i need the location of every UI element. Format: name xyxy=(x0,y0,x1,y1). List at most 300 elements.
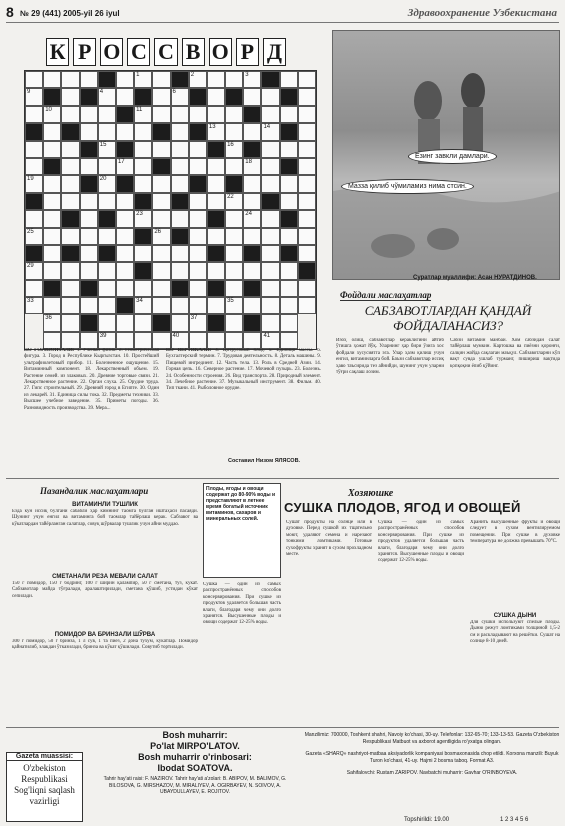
crossword-cell xyxy=(261,332,279,349)
crossword-black-cell xyxy=(243,245,261,262)
crossword-cell xyxy=(280,71,298,88)
crossword-black-cell xyxy=(152,314,170,331)
title-letter: К xyxy=(46,38,69,66)
clue-number: 16 xyxy=(227,141,234,148)
crossword-black-cell xyxy=(207,280,225,297)
crossword-black-cell xyxy=(134,193,152,210)
middle-column-text: Сушка — один из самых распространённых способов консервирования. При сушке из продуктов удаляется большая часть влаги, благодаря чему они долго хранятся. Высушенные плоды и овощи содержат 12-25% воды. xyxy=(203,582,281,626)
crossword-cell xyxy=(134,245,152,262)
crossword-cell xyxy=(134,332,152,349)
crossword-cell xyxy=(25,210,43,227)
crossword-black-cell xyxy=(207,314,225,331)
title-letter: Р xyxy=(236,38,259,66)
crossword-cell xyxy=(152,262,170,279)
crossword-black-cell xyxy=(261,193,279,210)
crossword-black-cell xyxy=(280,123,298,140)
crossword-cell xyxy=(43,297,61,314)
crossword-cell xyxy=(152,280,170,297)
clue-number: 9 xyxy=(27,89,31,96)
crossword-cell xyxy=(298,193,316,210)
crossword-black-cell xyxy=(43,280,61,297)
crossword-cell xyxy=(61,193,79,210)
crossword-cell xyxy=(280,193,298,210)
crossword-black-cell xyxy=(171,228,189,245)
crossword-cell xyxy=(261,280,279,297)
crossword-cell xyxy=(98,280,116,297)
crossword-cell xyxy=(43,175,61,192)
crossword-cell xyxy=(152,141,170,158)
crossword-cell xyxy=(43,245,61,262)
title-letter: В xyxy=(182,38,205,66)
crossword-cell xyxy=(189,141,207,158)
crossword-cell xyxy=(189,262,207,279)
crossword-black-cell xyxy=(171,280,189,297)
crossword-cell xyxy=(261,262,279,279)
title-letter: С xyxy=(127,38,150,66)
crossword-black-cell xyxy=(280,245,298,262)
crossword-black-cell xyxy=(189,175,207,192)
crossword-black-cell xyxy=(189,88,207,105)
crossword-cell xyxy=(280,280,298,297)
crossword-cell xyxy=(298,158,316,175)
clue-number: 33 xyxy=(27,298,34,305)
crossword-cell xyxy=(298,210,316,227)
crossword-cell xyxy=(25,332,43,349)
crossword-cell xyxy=(280,297,298,314)
founder-label: Gazeta muassisi: xyxy=(7,753,82,761)
founder-box xyxy=(6,752,83,822)
crossword-cell xyxy=(98,332,116,349)
crossword-cell xyxy=(225,193,243,210)
clue-number: 3 xyxy=(245,72,249,78)
clue-number: 23 xyxy=(136,211,143,218)
crossword-cell xyxy=(25,228,43,245)
clue-number: 37 xyxy=(190,315,198,322)
crossword-cell xyxy=(116,123,134,140)
crossword-cell xyxy=(207,175,225,192)
clue-number: 1 xyxy=(136,72,140,78)
crossword-black-cell xyxy=(61,210,79,227)
crossword-cell xyxy=(225,158,243,175)
crossword-cell xyxy=(261,123,279,140)
crossword-cell xyxy=(61,297,79,314)
clue-number: 14 xyxy=(263,124,271,131)
hozyayushke-column-2: Сушка — один из самых распространённых способов консервирования. При сушке из продуктов удаляется большая часть влаги, благодаря чему они долго хранятся. Высушенные плоды и овощи содержат 12-25% воды. xyxy=(378,520,464,564)
crossword-cell xyxy=(243,175,261,192)
crossword-black-cell xyxy=(98,245,116,262)
clue-number: 15 xyxy=(99,141,107,148)
crossword-cell xyxy=(225,106,243,123)
crossword-cell xyxy=(25,141,43,158)
chief-name: Po'lat MIRPO'LATOV. xyxy=(150,741,240,751)
crossword-cell xyxy=(207,106,225,123)
crossword-vertical-clues xyxy=(166,348,321,468)
crossword-cell xyxy=(207,158,225,175)
crossword-black-cell xyxy=(207,245,225,262)
crossword-cell xyxy=(134,210,152,227)
clue-number: 11 xyxy=(136,106,143,113)
section-rule xyxy=(6,478,559,479)
crossword-cell xyxy=(225,314,243,331)
clue-number: 4 xyxy=(99,89,104,96)
crossword-cell xyxy=(43,106,61,123)
crossword-cell xyxy=(243,193,261,210)
crossword-black-cell xyxy=(171,193,189,210)
crossword-black-cell xyxy=(80,280,98,297)
crossword-cell xyxy=(225,297,243,314)
clue-number: 35 xyxy=(227,298,234,305)
crossword-cell xyxy=(152,332,170,349)
crossword-cell xyxy=(134,280,152,297)
crossword-cell xyxy=(43,210,61,227)
crossword-cell xyxy=(189,314,207,331)
title-letter: О xyxy=(209,38,232,66)
crossword-cell xyxy=(25,280,43,297)
crossword-cell xyxy=(152,245,170,262)
nutrition-body xyxy=(12,499,198,694)
clue-number: 20 xyxy=(99,176,107,183)
crossword-cell xyxy=(225,262,243,279)
crossword-cell xyxy=(61,106,79,123)
crossword-cell xyxy=(280,314,298,331)
crossword-cell xyxy=(207,193,225,210)
clue-number: 25 xyxy=(27,228,34,235)
clue-number: 26 xyxy=(154,228,161,235)
vitamin-heading: ВИТАМИНЛИ ТУШЛИК xyxy=(72,502,138,508)
hozyayushke-rubric: Хозяюшке xyxy=(348,488,394,499)
crossword-cell xyxy=(298,280,316,297)
crossword-black-cell xyxy=(43,158,61,175)
crossword-black-cell xyxy=(243,141,261,158)
clue-number: 29 xyxy=(27,263,34,270)
crossword-cell xyxy=(61,158,79,175)
crossword-black-cell xyxy=(225,175,243,192)
crossword-cell xyxy=(261,297,279,314)
crossword-black-cell xyxy=(25,123,43,140)
crossword-cell xyxy=(298,88,316,105)
crossword-cell xyxy=(116,280,134,297)
crossword-cell xyxy=(171,175,189,192)
crossword-black-cell xyxy=(152,158,170,175)
crossword-cell xyxy=(116,262,134,279)
crossword-cell xyxy=(25,158,43,175)
crossword-cell xyxy=(207,228,225,245)
crossword-cell xyxy=(243,123,261,140)
crossword-grid xyxy=(24,70,317,350)
crossword-black-cell xyxy=(116,297,134,314)
crossword-cell xyxy=(152,193,170,210)
crossword-cell xyxy=(298,123,316,140)
crossword-author: Составил Низом ЯЛЯСОВ. xyxy=(228,458,301,464)
crossword-cell xyxy=(116,71,134,88)
crossword-cell xyxy=(152,71,170,88)
crossword-black-cell xyxy=(25,193,43,210)
editorial-block xyxy=(90,730,300,796)
crossword-cell xyxy=(171,245,189,262)
crossword-cell xyxy=(98,175,116,192)
foydali-column-1: Изоҳ олиш, сабзавотлар кераклигини айтиб ўтишга ҳожат йўқ. Уларнинг ҳар бири ўзига хос фойдали хусусиятга эга. Улар ҳазм қилиш учун енгил, витаминларга бой. Баъзи сабзавотлар иссиқ ҳаво таъсирида тез айнийди, шунинг учун уларни тўғри сақлаш лозим. xyxy=(336,338,444,376)
crossword-cell xyxy=(80,71,98,88)
vitamin-text: Ёзда кун иссиқ бўлгани сабабли ҳар кимнинг таомга бўлган иштаҳаси пасаяди. Шунинг учун енгил ва витаминга бой таомлар тайёрлаш керак. Сабзавот ва кўкатлардан тайёрланган салатлар, совуқ шўрвалар тушлик учун айни муддао. xyxy=(12,509,198,527)
soup-heading: ПОМИДОР ВА БРИНЗАЛИ ШЎРВА xyxy=(54,632,156,638)
crossword-cell xyxy=(116,158,134,175)
crossword-cell xyxy=(152,106,170,123)
crossword-cell xyxy=(61,332,79,349)
crossword-cell xyxy=(189,332,207,349)
crossword-black-cell xyxy=(189,123,207,140)
crossword-cell xyxy=(171,123,189,140)
crossword-cell xyxy=(134,158,152,175)
crossword-cell xyxy=(261,210,279,227)
crossword-cell xyxy=(61,262,79,279)
hozyayushke-col3-text: Хранить высушенные фрукты и овощи следует в сухом вентилируемом помещении. При сушке в духовке температура не должна превышать 70°С. xyxy=(470,520,560,545)
crossword-cell xyxy=(116,314,134,331)
crossword-cell xyxy=(152,297,170,314)
crossword-black-cell xyxy=(134,228,152,245)
crossword-cell xyxy=(152,175,170,192)
crossword-horizontal-clues xyxy=(24,348,159,468)
crossword-cell xyxy=(43,193,61,210)
crossword-cell xyxy=(43,262,61,279)
crossword-cell xyxy=(98,262,116,279)
crossword-cell xyxy=(98,88,116,105)
crossword-cell xyxy=(298,245,316,262)
crossword-cell xyxy=(225,210,243,227)
crossword-cell xyxy=(43,141,61,158)
hozyayushke-column-3 xyxy=(470,520,560,720)
crossword-black-cell xyxy=(225,88,243,105)
crossword-cell xyxy=(134,71,152,88)
crossword-cell xyxy=(189,245,207,262)
crossword-black-cell xyxy=(152,123,170,140)
crossword-cell xyxy=(25,262,43,279)
crossword-cell xyxy=(171,332,189,349)
crossword-cell xyxy=(98,228,116,245)
crossword-cell xyxy=(189,228,207,245)
nutrition-rubric: Пазандалик маслаҳатлари xyxy=(40,486,149,496)
crossword-black-cell xyxy=(116,141,134,158)
crossword-cell xyxy=(261,245,279,262)
clue-number: 2 xyxy=(190,72,195,78)
clue-number: 34 xyxy=(136,298,143,305)
crossword-black-cell xyxy=(243,280,261,297)
speech-bubble-2: Мазза қилиб чўмиламиз нима стсин. xyxy=(341,179,474,194)
crossword-cell xyxy=(80,262,98,279)
duty-editor-text: Sahifalovchi: Rustam ZARIPOV. Navbatchi muharrir: Gavhar O'RINBOYEVA. xyxy=(346,770,518,776)
salad-heading: СМЕТАНАЛИ РЕЗА МЕВАЛИ САЛАТ xyxy=(52,574,158,580)
edition-numbers: 1 2 3 4 5 6 xyxy=(500,817,529,823)
crossword-cell xyxy=(207,332,225,349)
dynya-text: Для сушки используют спелые плоды. Дыню режут ломтиками толщиной 1,5-2 см и раскладывают на решётки. Сушат на солнце 8-10 дней. xyxy=(470,620,560,645)
address-text: Manzilimiz: 700000, Toshkent shahri, Navoiy ko'chasi, 30-uy. Telefonlar: 132-65-70; 133-13-53. Gazeta O'zbekiston Respublikasi Matbuot va axborot agentligida ro'yxatga olingan. xyxy=(304,732,560,745)
hozyayushke-column-1: Сушат продукты на солнце или в духовке. Перед сушкой их тщательно моют, удаляют семена и нарезают тонкими ломтиками. Готовые сухофрукты хранят в сухом прохладном месте. xyxy=(286,520,372,558)
crossword-cell xyxy=(261,106,279,123)
clue-number: 39 xyxy=(99,332,107,339)
crossword-cell xyxy=(298,141,316,158)
crossword-cell xyxy=(225,123,243,140)
middle-info-box xyxy=(203,483,281,578)
crossword-cell xyxy=(171,158,189,175)
clue-number: 17 xyxy=(117,158,125,165)
crossword-black-cell xyxy=(280,210,298,227)
crossword-cell xyxy=(152,88,170,105)
crossword-cell xyxy=(152,210,170,227)
horizontal-text: 1. Ученый физик. 2. Геометрическая фигура. 3. Город в Республике Кыргызстан. 10. Простейший ультрафиолетовый прибор. 11. Болезненное ощущение. 15. Витаминный компонент. 18. Лекарственный объем. 19. Растение семей. из злаковых. 20. Древние торговые связи. 21. Лекарственное растение. 22. Орган слуха. 25. Орудие труда. 27. Гипс строительный. 29. Древний город в Египте. 30. Один из лекарей. 31. Единица силы тока. 32. Предметы техники. 33. Высшее учебное заведение. 35. Приметы погоды. 36. Разновидность производства. 39. Мера... xyxy=(24,348,159,411)
crossword-cell xyxy=(25,88,43,105)
crossword-cell xyxy=(243,158,261,175)
crossword-black-cell xyxy=(98,71,116,88)
crossword-cell xyxy=(171,210,189,227)
crossword-cell xyxy=(98,297,116,314)
crossword-black-cell xyxy=(80,88,98,105)
crossword-cell xyxy=(189,210,207,227)
crossword-black-cell xyxy=(116,106,134,123)
crossword-cell xyxy=(134,106,152,123)
crossword-black-cell xyxy=(134,262,152,279)
crossword-cell xyxy=(243,297,261,314)
crossword-cell xyxy=(298,314,316,331)
crossword-cell xyxy=(171,262,189,279)
crossword-cell xyxy=(152,228,170,245)
crossword-title xyxy=(46,38,286,68)
crossword-black-cell xyxy=(261,71,279,88)
crossword-cell xyxy=(225,280,243,297)
crossword-cell xyxy=(43,123,61,140)
crossword-black-cell xyxy=(207,210,225,227)
crossword-cell xyxy=(261,141,279,158)
crossword-cell xyxy=(134,297,152,314)
foydali-title: САБЗАВОТЛАРДАН ҚАНДАЙ ФОЙДАЛАНАСИЗ? xyxy=(364,303,532,333)
crossword-cell xyxy=(207,88,225,105)
crossword-cell xyxy=(189,280,207,297)
crossword-cell xyxy=(171,141,189,158)
header-rule xyxy=(6,22,559,23)
title-letter: Р xyxy=(73,38,96,66)
crossword-cell xyxy=(61,228,79,245)
crossword-cell xyxy=(134,314,152,331)
crossword-black-cell xyxy=(61,245,79,262)
crossword-cell xyxy=(116,193,134,210)
crossword-cell xyxy=(225,141,243,158)
crossword-cell xyxy=(80,106,98,123)
title-letter: Д xyxy=(263,38,286,66)
crossword-cell xyxy=(134,141,152,158)
crossword-cell xyxy=(25,106,43,123)
foydali-column-2: Сабзи витамин манбаи. Хом сабзидан салат тайёрлаш мумкин. Картошка ва пиёзни қоронғи, салқин жойда сақлаган маъқул. Сабзавотларни кўп вақт сувда ушлаб турманг, пишириш вақтида қопқоқни ёпиб қўйинг. xyxy=(450,338,560,369)
crossword-cell xyxy=(61,71,79,88)
crossword-cell xyxy=(80,193,98,210)
clue-number: 40 xyxy=(172,332,180,339)
crossword-cell xyxy=(98,314,116,331)
print-info-text: Gazeta «SHARQ» nashriyot-matbaa aksiyadorlik kompaniyasi bosmaxonasida chop etildi. Korxona manzili: Buyuk Turon ko'chasi, 41-uy. Hajmi 2 bosma taboq. Format A3. xyxy=(305,751,559,764)
crossword-cell xyxy=(61,314,79,331)
crossword-cell xyxy=(225,245,243,262)
signed-time: Topshirildi: 19.00 xyxy=(404,817,450,823)
crossword-cell xyxy=(134,175,152,192)
crossword-cell xyxy=(243,262,261,279)
crossword-black-cell xyxy=(171,71,189,88)
crossword-black-cell xyxy=(298,262,316,279)
crossword-cell xyxy=(243,71,261,88)
crossword-cell xyxy=(298,332,316,349)
photo-credit: Суратлар муаллифи: Асан НУРАТДИНОВ. xyxy=(413,275,537,281)
crossword-cell xyxy=(43,71,61,88)
crossword-cell xyxy=(298,228,316,245)
crossword-cell xyxy=(298,175,316,192)
crossword-black-cell xyxy=(280,158,298,175)
crossword-cell xyxy=(189,158,207,175)
crossword-black-cell xyxy=(25,245,43,262)
crossword-cell xyxy=(261,88,279,105)
crossword-cell xyxy=(25,314,43,331)
clue-number: 41 xyxy=(263,332,271,339)
vertical-heading: ПО ВЕРТИКАЛИ: xyxy=(166,348,212,353)
crossword-black-cell xyxy=(207,141,225,158)
salad-text: 150 г помидор, 150 г бодринг, 100 г ширин қалампир, 50 г сметана, туз, кўкат. Сабзавотлар майда тўғралади, аралаштирилади, сметана қўшиб, устидан кўкат сепилади. xyxy=(12,581,198,599)
crossword-cell xyxy=(171,106,189,123)
crossword-cell xyxy=(116,210,134,227)
founder-name: O'zbekiston Respublikasi Sog'liqni saqlash vazirligi xyxy=(14,763,75,806)
crossword-cell xyxy=(280,332,298,349)
crossword-cell xyxy=(80,123,98,140)
crossword-cell xyxy=(171,297,189,314)
crossword-cell xyxy=(207,297,225,314)
horizontal-heading: ПО ГОРИЗОНТАЛИ: xyxy=(24,348,75,353)
crossword-cell xyxy=(298,297,316,314)
crossword-cell xyxy=(98,123,116,140)
crossword-cell xyxy=(98,106,116,123)
crossword-cell xyxy=(61,141,79,158)
crossword-cell xyxy=(298,71,316,88)
crossword-cell xyxy=(207,262,225,279)
crossword-black-cell xyxy=(80,141,98,158)
crossword-cell xyxy=(43,314,61,331)
crossword-black-cell xyxy=(116,175,134,192)
crossword-cell xyxy=(80,158,98,175)
crossword-cell xyxy=(25,297,43,314)
title-letter: О xyxy=(100,38,123,66)
crossword-cell xyxy=(116,332,134,349)
crossword-black-cell xyxy=(80,175,98,192)
clue-number: 24 xyxy=(245,211,252,218)
crossword-cell xyxy=(80,210,98,227)
crossword-black-cell xyxy=(134,88,152,105)
clue-number: 10 xyxy=(45,106,52,113)
crossword-cell xyxy=(243,210,261,227)
crossword-cell xyxy=(98,158,116,175)
crossword-black-cell xyxy=(80,314,98,331)
crossword-cell xyxy=(61,175,79,192)
page-number: 8 xyxy=(6,4,14,20)
crossword-cell xyxy=(98,141,116,158)
crossword-cell xyxy=(116,88,134,105)
editorial-collegium: Tahrir hay'ati raisi: F. NAZIROV. Tahrir hay'ati a'zolari: B. ABIPOV, M. BALIMOV, G. BILOSOVA, G. MIRSHAZOV, M. MIRALIYEV, A. OGIRBAYEV, N. SOIVOV, A. UBAYDULLAYEV, E. ROJITOV. xyxy=(103,776,287,795)
crossword-cell xyxy=(261,158,279,175)
crossword-cell xyxy=(225,228,243,245)
vertical-text: 4. Цитрусовый плод. 5. Единица массы. 6. Бухгалтерский термин. 7. Трудовая деятельность. 8. Деталь машины. 9. Пищевой ингредиент. 12. Часть тела. 13. Роль в Средней Азии. 14. Горная цепь. 16. Северное растение. 17. Мочевой пузырь. 23. Болезнь. 24. Особенности строения. 26. Вид транспорта. 28. Природный элемент. 34. Лечебное растение. 37. Музыкальный инструмент. 38. Фильм. 40. Тип ткани. 41. Рыболовное орудие. xyxy=(166,348,321,392)
hozyayushke-title: СУШКА ПЛОДОВ, ЯГОД И ОВОЩЕЙ xyxy=(284,500,521,515)
crossword-cell xyxy=(189,71,207,88)
crossword-cell xyxy=(80,228,98,245)
deputy-label: Bosh muharrir o'rinbosari: xyxy=(138,752,252,762)
soup-text: 300 г помидор, 50 г бринза, 1 л сув, 1 та пиёз, 2 дона тухум, кўкатлар. Помидор қайнатилиб, элакдан ўтказилади, бринза ва кўкат қўшилади. Совутиб тортилади. xyxy=(12,639,198,651)
clue-number: 6 xyxy=(172,89,176,96)
crossword-cell xyxy=(43,228,61,245)
crossword-cell xyxy=(61,88,79,105)
crossword-cell xyxy=(280,175,298,192)
crossword-black-cell xyxy=(61,123,79,140)
crossword-black-cell xyxy=(98,210,116,227)
